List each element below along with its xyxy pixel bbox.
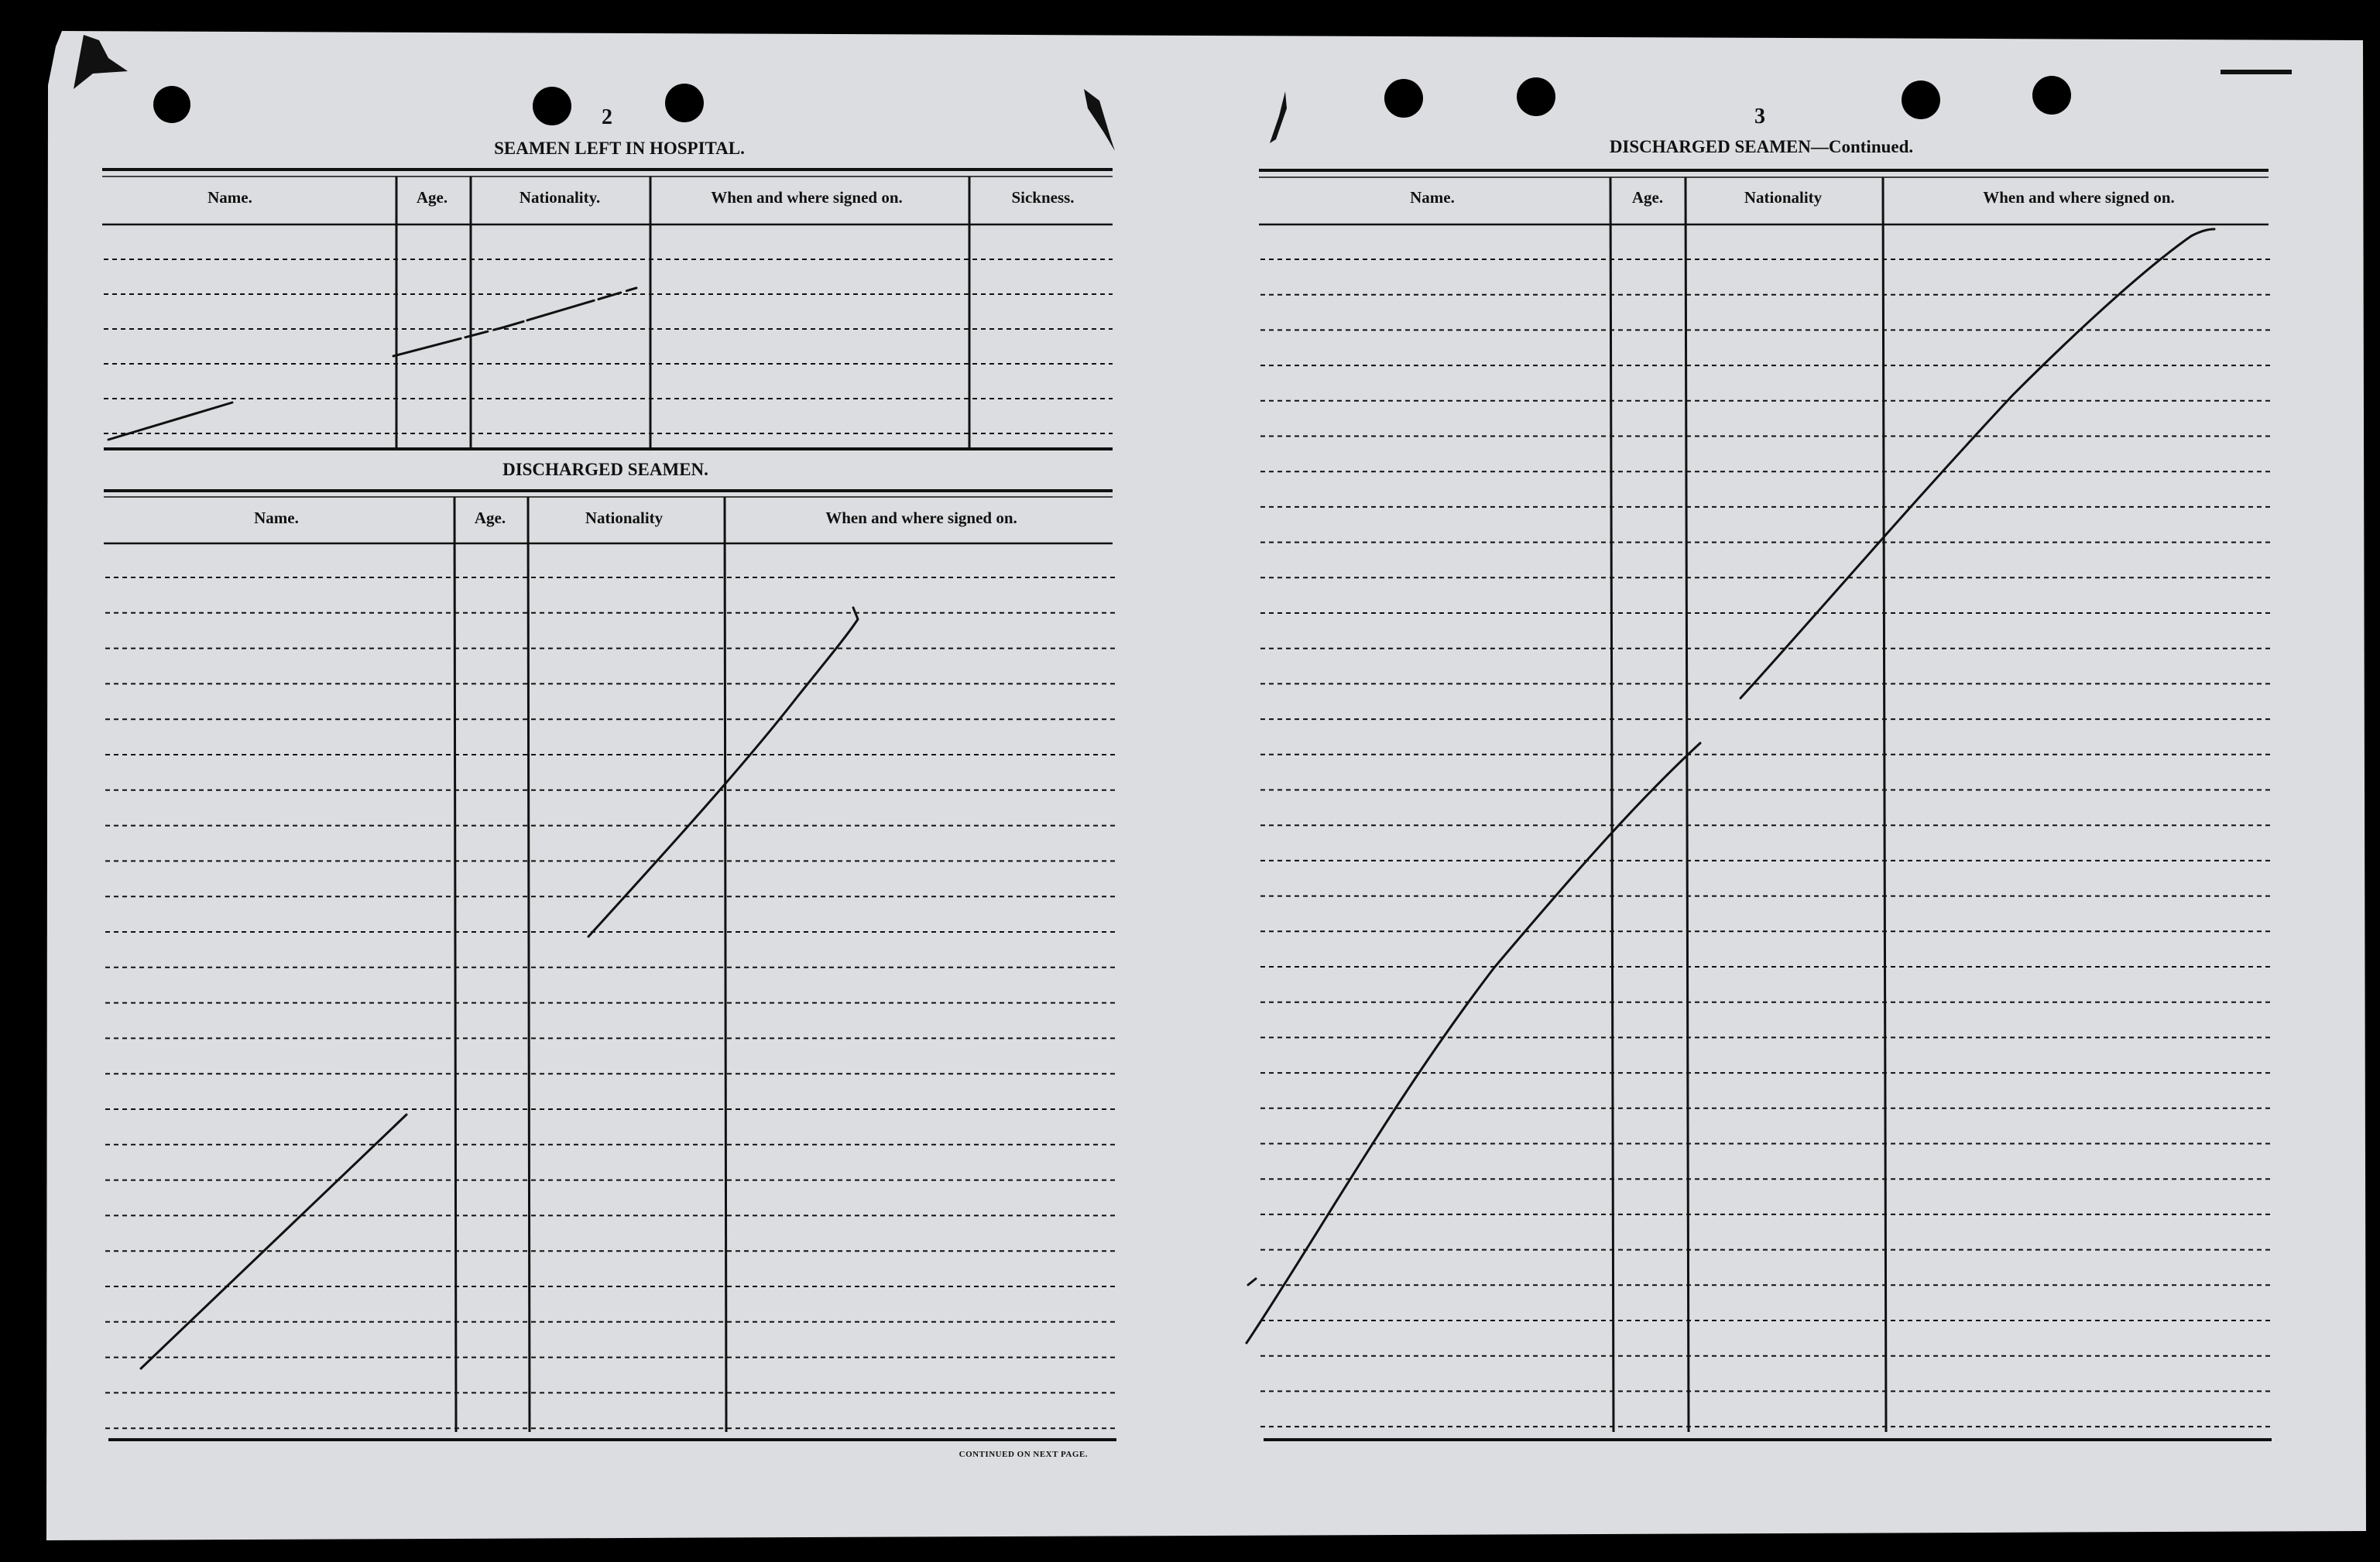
punch-hole xyxy=(1384,79,1423,118)
section-title-hospital: SEAMEN LEFT IN HOSPITAL. xyxy=(494,139,745,158)
punch-hole xyxy=(533,87,571,125)
col-header-name: Name. xyxy=(254,509,299,527)
punch-hole xyxy=(2032,76,2071,115)
col-header-nationality: Nationality. xyxy=(519,188,601,207)
column-divider xyxy=(454,497,456,1432)
col-header-signed-on: When and where signed on. xyxy=(1983,188,2175,207)
paper-sheet xyxy=(46,31,2366,1540)
section-title-discharged-continued: DISCHARGED SEAMEN—Continued. xyxy=(1609,137,1914,156)
column-divider xyxy=(725,497,726,1432)
section-title-discharged: DISCHARGED SEAMEN. xyxy=(502,460,708,479)
col-header-nationality: Nationality xyxy=(1744,188,1823,207)
punch-hole xyxy=(1902,80,1940,119)
col-header-age: Age. xyxy=(1631,188,1664,207)
col-header-nationality: Nationality xyxy=(585,509,664,527)
column-divider xyxy=(528,497,530,1432)
punch-hole xyxy=(665,84,704,122)
col-header-age: Age. xyxy=(416,188,448,207)
col-header-age: Age. xyxy=(474,509,506,527)
col-header-name: Name. xyxy=(207,188,252,207)
punch-hole xyxy=(153,86,190,123)
continued-note: CONTINUED ON NEXT PAGE. xyxy=(959,1450,1088,1459)
punch-hole xyxy=(1517,77,1555,116)
page-number: 3 xyxy=(1754,104,1765,128)
col-header-name: Name. xyxy=(1410,188,1455,207)
col-header-signed-on: When and where signed on. xyxy=(825,509,1017,527)
col-header-signed-on: When and where signed on. xyxy=(711,188,903,207)
page-number: 2 xyxy=(602,105,612,129)
col-header-sickness: Sickness. xyxy=(1011,188,1075,207)
scan-mark xyxy=(2221,70,2292,74)
